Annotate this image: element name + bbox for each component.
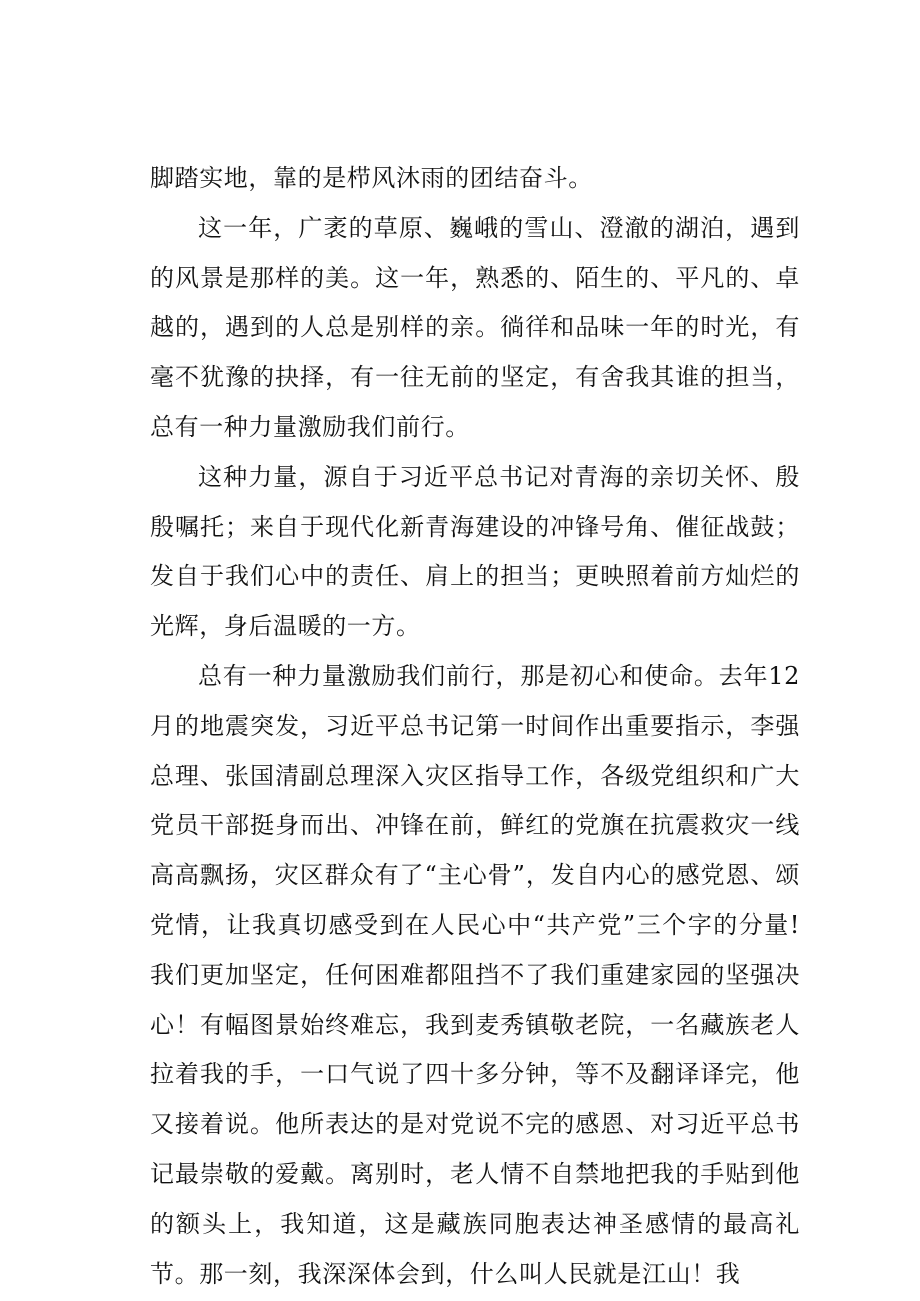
document-body — [150, 154, 800, 1299]
paragraph-4: 总有一种力量激励我们前行，那是初心和使命。去年12月的地震突发，习近平总书记第一时间作出重要指示，李强总理、张国清副总理深入灾区指导工作，各级党组织和广大党员干部挺身而出、冲锋在前，鲜红的党旗在抗震救灾一线高高飘扬，灾区群众有了“主心骨”，发自内心的感党恩、颂党情，让我真切感受到在人民心中“共产党”三个字的分量!我们更加坚定，任何困难都阻挡不了我们重建家园的坚强决心！有幅图景始终难忘，我到麦秀镇敬老院，一名藏族老人拉着我的手，一口气说了四十多分钟，等不及翻译译完，他又接着说。他所表达的是对党说不完的感恩、对习近平总书记最崇敬的爱戴。离别时，老人情不自禁地把我的手贴到他的额头上，我知道，这是藏族同胞表达神圣感情的最高礼节。那一刻，我深深体会到，什么叫人民就是江山！我 — [150, 661, 800, 1288]
paragraph-1: 脚踏实地，靠的是栉风沐雨的团结奋斗。 — [150, 164, 593, 192]
paragraph-3: 这种力量，源自于习近平总书记对青海的亲切关怀、殷殷嘱托；来自于现代化新青海建设的冲锋号角、催征战鼓；发自于我们心中的责任、肩上的担当；更映照着前方灿烂的光辉，身后温暖的一方。 — [150, 462, 800, 641]
paragraph-2: 这一年，广袤的草原、巍峨的雪山、澄澈的湖泊，遇到的风景是那样的美。这一年，熟悉的、陌生的、平凡的、卓越的，遇到的人总是别样的亲。徜徉和品味一年的时光，有毫不犹豫的抉择，有一往无前的坚定，有舍我其谁的担当，总有一种力量激励我们前行。 — [150, 213, 800, 441]
